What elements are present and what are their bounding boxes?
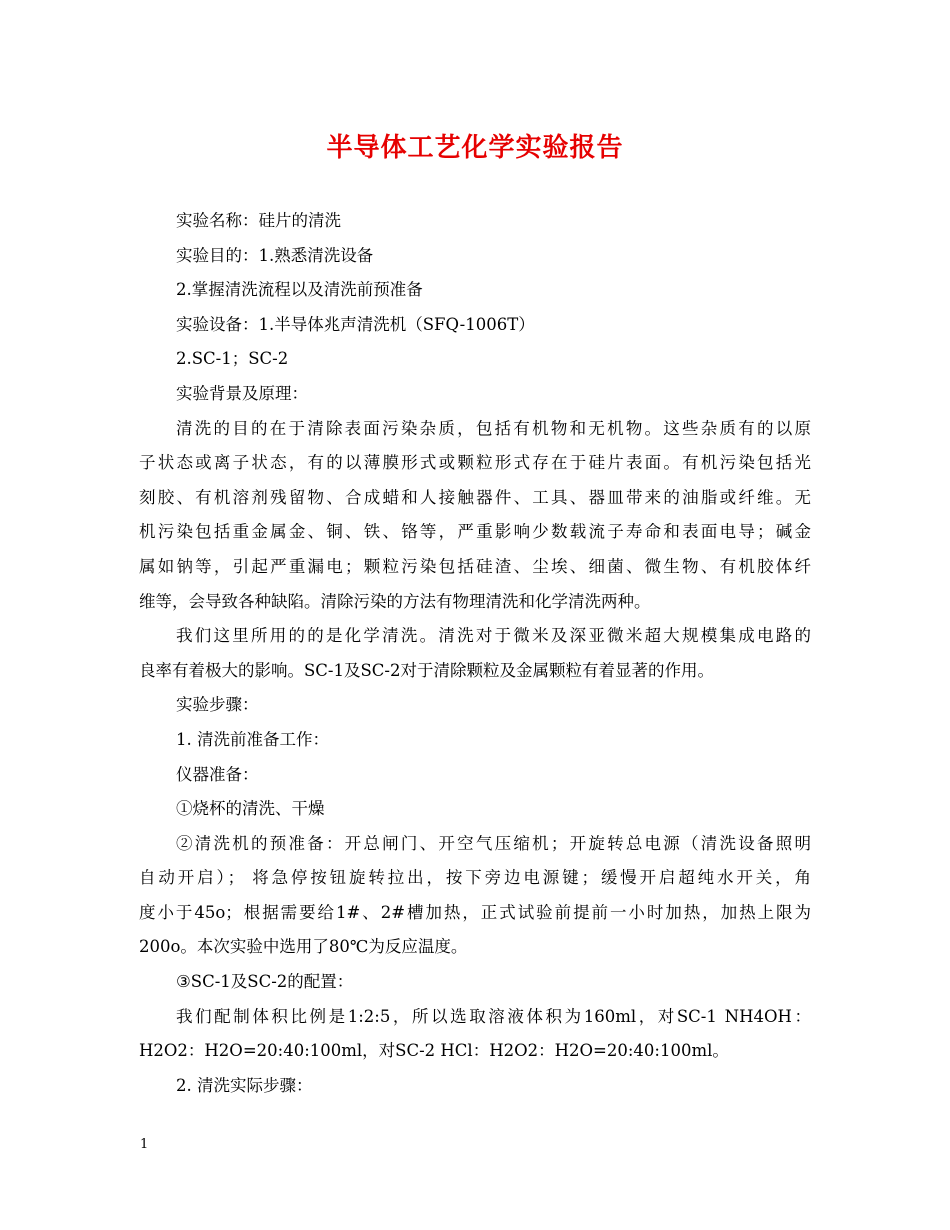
experiment-purpose-item-2: 2.掌握清洗流程以及清洗前预准备 — [176, 280, 423, 300]
paragraph-line: 自动开启）； 将急停按钮旋转拉出，按下旁边电源键；缓慢开启超纯水开关，角 — [139, 868, 811, 888]
experiment-name-line: 实验名称：硅片的清洗 — [176, 211, 341, 230]
step-1-heading: 1. 清洗前准备工作： — [176, 729, 329, 749]
paragraph-line: 刻胶、有机溶剂残留物、合成蜡和人接触器件、工具、器皿带来的油脂或纤维。无 — [139, 487, 811, 507]
paragraph-line: 清洗的目的在于清除表面污染杂质，包括有机物和无机物。这些杂质有的以原 — [176, 418, 811, 438]
instrument-prep-heading: 仪器准备： — [176, 764, 259, 784]
document-body — [139, 204, 811, 1103]
paragraph-line: 我们配制体积比例是1:2:5，所以选取溶液体积为160ml，对SC-1 NH4OH： — [176, 1006, 811, 1026]
experiment-equipment-line: 实验设备：1.半导体兆声清洗机（SFQ-1006T） — [176, 314, 535, 334]
list-item: ②清洗机的预准备：开总闸门、开空气压缩机；开旋转总电源（清洗设备照明 — [176, 833, 811, 853]
list-item: ①烧杯的清洗、干燥 — [176, 799, 325, 819]
document-title: 半导体工艺化学实验报告 — [326, 133, 624, 163]
page-number: 1 — [140, 1137, 149, 1152]
background-heading: 实验背景及原理： — [176, 383, 308, 403]
paragraph-line: 子状态或离子状态，有的以薄膜形式或颗粒形式存在于硅片表面。有机污染包括光 — [139, 453, 811, 473]
paragraph-line: 良率有着极大的影响。SC-1及SC-2对于清除颗粒及金属颗粒有着显著的作用。 — [139, 660, 715, 680]
experiment-purpose-line: 实验目的：1.熟悉清洗设备 — [176, 245, 374, 265]
steps-heading: 实验步骤： — [176, 695, 259, 715]
paragraph-line: 维等，会导致各种缺陷。清除污染的方法有物理清洗和化学清洗两种。 — [139, 591, 651, 611]
paragraph-line: 我们这里所用的的是化学清洗。清洗对于微米及深亚微米超大规模集成电路的 — [176, 626, 811, 646]
paragraph-line: 度小于45o；根据需要给1#、2#槽加热，正式试验前提前一小时加热，加热上限为 — [139, 902, 811, 922]
paragraph-line: 机污染包括重金属金、铜、铁、铬等，严重影响少数载流子寿命和表面电导；碱金 — [139, 522, 811, 542]
paragraph-line: 200o。本次实验中选用了80℃为反应温度。 — [139, 937, 468, 957]
experiment-equipment-item-2: 2.SC-1；SC-2 — [176, 349, 289, 369]
paragraph-line: H2O2：H2O=20:40:100ml，对SC-2 HCl：H2O2：H2O=20:40:100ml。 — [139, 1041, 729, 1061]
step-2-heading: 2. 清洗实际步骤： — [176, 1075, 313, 1095]
list-item: ③SC-1及SC-2的配置： — [176, 972, 354, 992]
paragraph-line: 属如钠等，引起严重漏电；颗粒污染包括硅渣、尘埃、细菌、微生物、有机胶体纤 — [139, 556, 811, 576]
